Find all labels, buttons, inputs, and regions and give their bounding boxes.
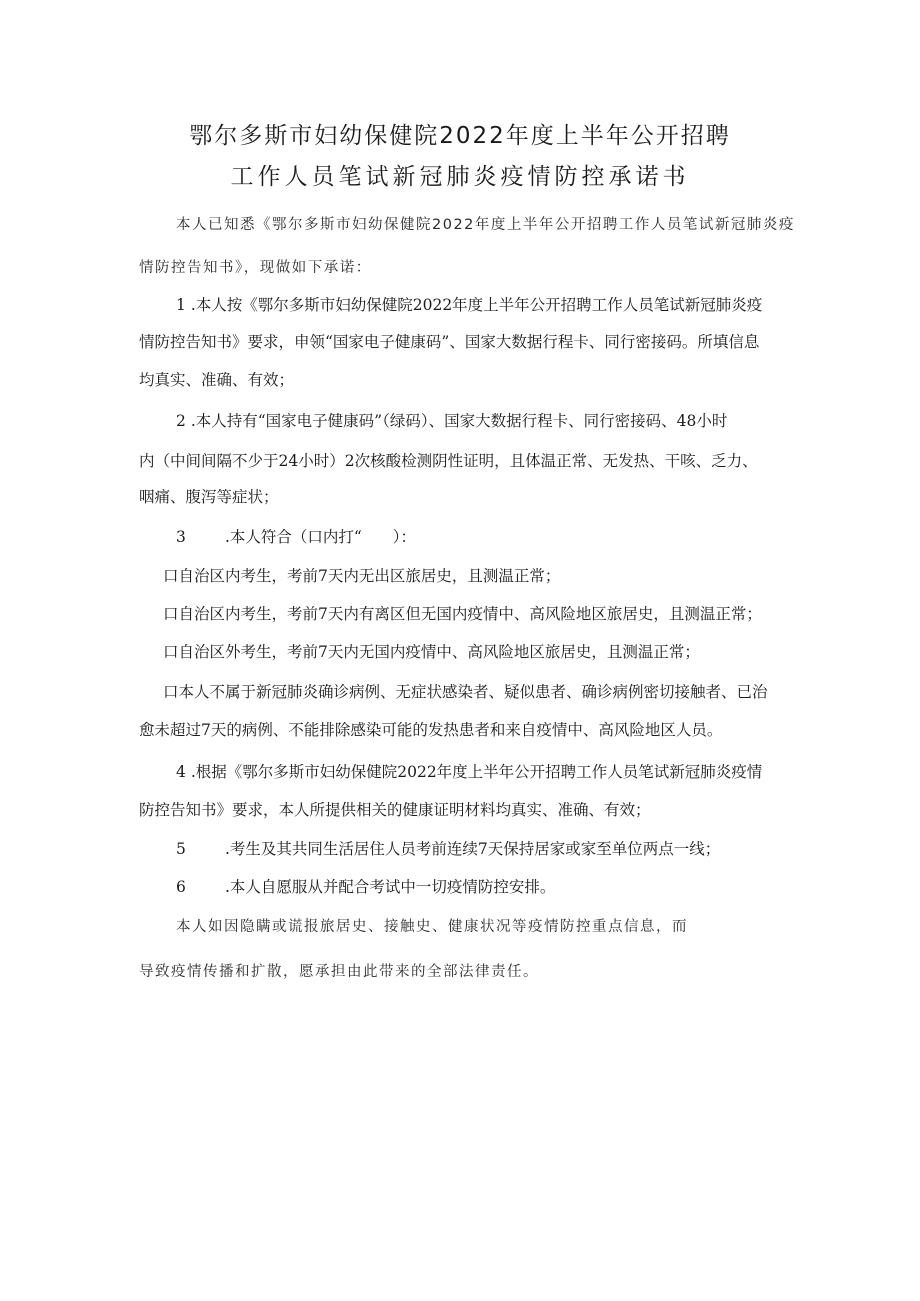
item-2-line-3: 咽痛、腹泻等症状；: [139, 488, 279, 506]
option-4-line-1: 口本人不属于新冠肺炎确诊病例、无症状感染者、疑似患者、确诊病例密切接触者、已治: [163, 683, 768, 701]
item-1-number: 1: [176, 296, 186, 314]
intro-line-1: 本人已知悉《鄂尔多斯市妇幼保健院2022年度上半年公开招聘工作人员笔试新冠肺炎疫: [176, 217, 795, 233]
closing-line-1: 本人如因隐瞒或谎报旅居史、接触史、健康状况等疫情防控重点信息，而: [176, 919, 688, 935]
option-1: 口自治区内考生，考前7天内无出区旅居史，且测温正常；: [163, 567, 561, 585]
item-1-line-1: [176, 295, 762, 315]
item-5-text: .考生及其共同生活居住人员考前连续7天保持居家或家至单位两点一线；: [224, 840, 721, 858]
option-2: 口自治区内考生，考前7天内有离区但无国内疫情中、高风险地区旅居史，且测温正常；: [163, 605, 762, 623]
option-3: 口自治区外考生，考前7天内无国内疫情中、高风险地区旅居史，且测温正常；: [163, 643, 700, 661]
item-4-number: 4: [176, 763, 186, 781]
item-1-line-3: 均真实、准确、有效；: [139, 371, 295, 389]
document-title-line-1: 鄂尔多斯市妇幼保健院2022年度上半年公开招聘: [189, 123, 731, 149]
item-2-number: 2: [176, 412, 186, 430]
item-4-text: .根据《鄂尔多斯市妇幼保健院2022年度上半年公开招聘工作人员笔试新冠肺炎疫情: [190, 763, 763, 781]
item-1-text: .本人按《鄂尔多斯市妇幼保健院2022年度上半年公开招聘工作人员笔试新冠肺炎疫: [190, 296, 763, 314]
item-3-text: .本人符合（口内打“ ）：: [224, 528, 417, 546]
item-4-line-2: 防控告知书》要求，本人所提供相关的健康证明材料均真实、准确、有效；: [139, 801, 651, 819]
item-2-text: .本人持有“国家电子健康码”（绿码）、国家大数据行程卡、同行密接码、48小时: [190, 412, 728, 430]
item-2-line-1: [176, 411, 727, 431]
item-6-number: 6: [176, 878, 186, 896]
item-5-number: 5: [176, 840, 186, 858]
item-1-line-2: 情防控告知书》要求，申领“国家电子健康码”、国家大数据行程卡、同行密接码。所填信息: [139, 333, 760, 351]
option-4-line-2: 愈未超过7天的病例、不能排除感染可能的发热患者和来自疫情中、高风险地区人员。: [139, 721, 723, 739]
item-4-line-1: [176, 762, 762, 782]
item-3-line-1: [176, 527, 416, 547]
intro-line-2: 情防控告知书》，现做如下承诺：: [139, 260, 372, 276]
item-6-text: .本人自愿服从并配合考试中一切疫情防控安排。: [224, 878, 556, 896]
document-title-line-2: 工作人员笔试新冠肺炎疫情防控承诺书: [230, 164, 690, 190]
closing-line-2: 导致疫情传播和扩散，愿承担由此带来的全部法律责任。: [139, 964, 539, 980]
item-3-number: 3: [176, 528, 186, 546]
item-2-line-2: 内（中间间隔不少于24小时）2次核酸检测阴性证明，且体温正常、无发热、干咳、乏力、: [139, 452, 758, 470]
item-5-line-1: [176, 839, 720, 859]
item-6-line-1: [176, 877, 555, 897]
